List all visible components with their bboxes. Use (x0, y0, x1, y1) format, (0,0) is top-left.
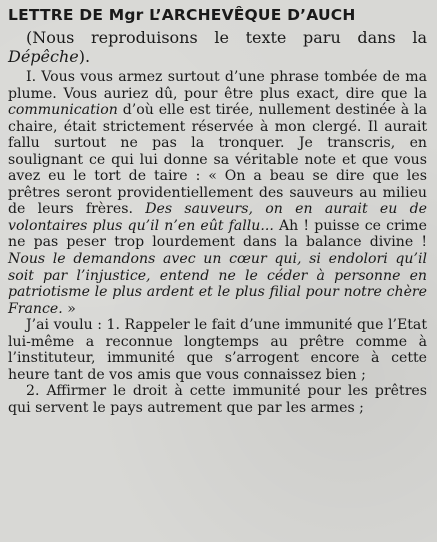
intro-source-name: Dépêche (8, 47, 79, 66)
article-headline: LETTRE DE Mgr L’ARCHEVÊQUE D’AUCH (8, 6, 356, 24)
intro-close-text: ). (78, 47, 91, 66)
article-body (8, 28, 427, 416)
p1-text-c: d’où elle est tirée, nullement destinée à la chaire, était strictement réservée à mon clergé. Il aurait fallu surtout ne pas la tronquer. Je transcris, en soulignant ce qui lui donne sa véritable note et que vous avez eu le tort de taire : « On a beau se dire que les prêtres seront providentiellement des sauveurs au milieu de leurs frères. (8, 102, 427, 218)
paragraph-2: J’ai voulu : 1. Rappeler le fait d’une immunité que l’Etat lui-même a reconnue longtemps au prêtre comme à l’instituteur, immunité que s’arrogent encore à cette heure tant de vos amis que vous connaissez bien ; (8, 317, 427, 383)
intro-open-text: (Nous reproduisons le texte paru dans la (26, 28, 427, 47)
p1-italic-sauveurs: Des sauveurs, on en aurait eu de volontaires plus qu’il n’en eût fallu... (8, 201, 427, 234)
p1-closing-quote: » (62, 300, 76, 317)
p1-italic-coeur: Nous le demandons avec un cœur qui, si endolori qu’il soit par l’injustice, entend ne le céder à personne en patriotisme le plus ardent et le plus filial pour notre chère France. (8, 251, 427, 317)
p1-text-e: Ah ! puisse ce crime ne pas peser trop lourdement dans la balance divine ! (8, 217, 427, 251)
intro-paragraph (8, 28, 427, 66)
paragraph-3: 2. Affirmer le droit à cette immunité pour les prêtres qui servent le pays autrement que par les armes ; (8, 383, 427, 416)
p1-text-a: I. Vous vous armez surtout d’une phrase tombée de ma plume. Vous auriez dû, pour être plus exact, dire que la (8, 69, 427, 102)
p1-italic-communication: communication (8, 102, 118, 119)
paragraph-1 (8, 69, 427, 317)
